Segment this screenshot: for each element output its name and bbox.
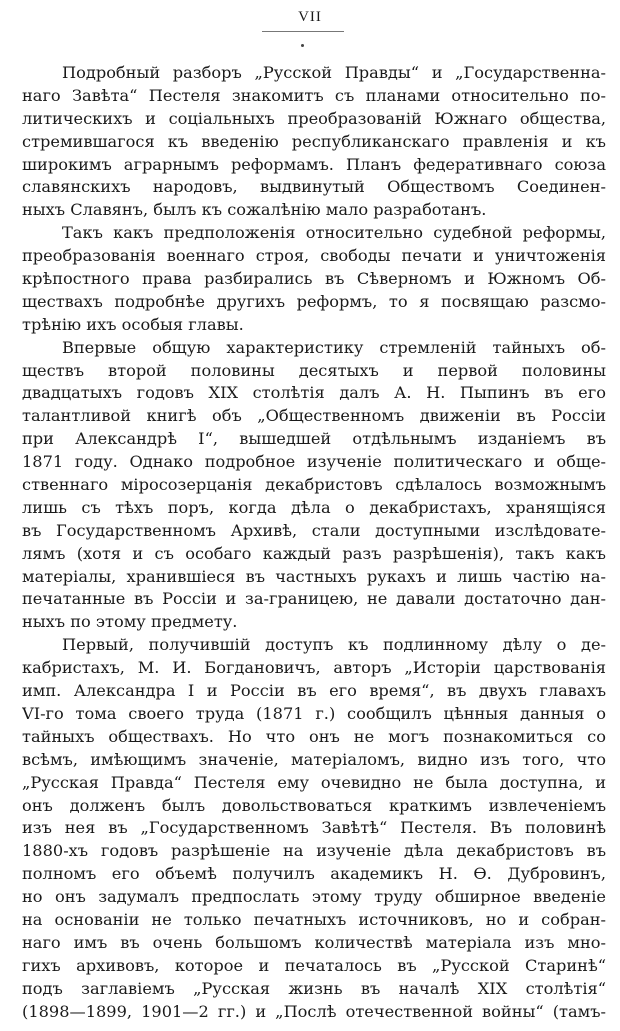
paragraph-3-line-10: лямъ (хотя и съ особаго каждый разъ разрѣшенія), такъ какъ: [22, 543, 606, 563]
paragraph-3-line-2: ществъ второй половины десятыхъ и первой половины: [22, 360, 606, 380]
page-header: [0, 6, 620, 26]
paragraph-4-line-11: полномъ его объемѣ получилъ академикъ Н. Ѳ. Дубровинъ,: [22, 864, 606, 884]
paragraph-2-line-4: ществахъ подробнѣе другихъ реформъ, то я посвящаю разсмо-: [22, 291, 606, 311]
paragraph-1-line-3: литическихъ и соціальныхъ преобразованій Южнаго общества,: [22, 108, 606, 128]
paragraph-4-line-15: гихъ архивовъ, которое и печаталось въ „Русской Старинѣ“: [22, 955, 606, 975]
paragraph-2-line-5: трѣнію ихъ особыя главы.: [22, 314, 244, 334]
paragraph-3-line-3: двадцатыхъ годовъ XIX столѣтія далъ А. Н. Пыпинъ въ его: [22, 383, 606, 403]
paragraph-4-line-4: VI-го тома своего труда (1871 г.) сообщилъ цѣнныя данныя о: [22, 703, 606, 723]
paragraph-4-line-9: изъ нея въ „Государственномъ Завѣтѣ“ Пестеля. Въ половинѣ: [22, 818, 606, 838]
page-number: VII: [298, 9, 322, 25]
paragraph-2-line-3: крѣпостного права разбирались въ Сѣверномъ и Южномъ Об-: [22, 269, 606, 289]
paragraph-1-line-7: ныхъ Славянъ, былъ къ сожалѣнію мало разработанъ.: [22, 200, 487, 220]
paragraph-3-line-8: лишь съ тѣхъ поръ, когда дѣла о декабристахъ, хранящіяся: [22, 497, 606, 517]
header-dot: [301, 44, 304, 47]
paragraph-4-line-10: 1880-хъ годовъ разрѣшеніе на изученіе дѣла декабристовъ въ: [22, 841, 606, 861]
paragraph-3-line-4: талантливой книгѣ объ „Общественномъ движеніи въ Россіи: [22, 406, 606, 426]
paragraph-4-line-6: всѣмъ, имѣющимъ значеніе, матеріаломъ, видно изъ того, что: [22, 749, 606, 769]
paragraph-1-line-4: стремившагося къ введенію республиканскаго правленія и къ: [22, 131, 606, 151]
paragraph-3-line-1: Впервые общую характеристику стремленій тайныхъ об-: [62, 337, 606, 357]
paragraph-2-line-1: Такъ какъ предположенія относительно судебной реформы,: [62, 223, 606, 243]
paragraph-3-line-7: ственнаго міросозерцанія декабристовъ сдѣлалось возможнымъ: [22, 475, 606, 495]
paragraph-1-line-2: наго Завѣта“ Пестеля знакомитъ съ планами относительно по-: [22, 85, 606, 105]
paragraph-1-line-1: Подробный разборъ „Русской Правды“ и „Государственна-: [62, 63, 606, 82]
paragraph-3-line-5: при Александрѣ I“, вышедшей отдѣльнымъ изданіемъ въ: [22, 429, 606, 449]
paragraph-3-line-12: печатанные въ Россіи и за-границею, не давали достаточно дан-: [22, 589, 606, 609]
paragraph-1-line-5: широкимъ аграрнымъ реформамъ. Планъ федеративнаго союза: [22, 154, 606, 174]
paragraph-3-line-6: 1871 году. Однако подробное изученіе политическаго и обще-: [22, 452, 606, 472]
paragraph-3-line-11: матеріалы, хранившіеся въ частныхъ рукахъ и лишь частію на-: [22, 566, 606, 586]
header-rule: [262, 31, 344, 32]
paragraph-4-line-5: тайныхъ обществахъ. Но что онъ не могъ познакомиться со: [22, 726, 606, 746]
paragraph-4-line-8: онъ долженъ былъ довольствоваться краткимъ извлеченіемъ: [22, 795, 606, 815]
paragraph-4-line-17: (1898—1899, 1901—2 гг.) и „Послѣ отечественной войны“ (тамъ-: [22, 1001, 606, 1021]
paragraph-3-line-13: ныхъ по этому предмету.: [22, 612, 238, 632]
paragraph-4-line-13: на основаніи не только печатныхъ источниковъ, но и собран-: [22, 909, 606, 929]
paragraph-4-line-16: подъ заглавіемъ „Русская жизнь въ началѣ XIX столѣтія“: [22, 978, 606, 998]
paragraph-4-line-3: имп. Александра I и Россіи въ его время“, въ двухъ главахъ: [22, 681, 606, 701]
paragraph-2-line-2: преобразованія военнаго строя, свободы печати и уничтоженія: [22, 246, 606, 266]
text-body: [22, 62, 606, 1023]
paragraph-4-line-1: Первый, получившій доступъ къ подлинному дѣлу о де-: [62, 635, 606, 655]
paragraph-4-line-12: но онъ задумалъ предпослать этому труду обширное введеніе: [22, 887, 606, 907]
paragraph-4-line-7: „Русская Правда“ Пестеля ему очевидно не была доступна, и: [22, 772, 606, 792]
paragraph-4-line-14: наго имъ въ очень большомъ количествѣ матеріала изъ мно-: [22, 932, 606, 952]
paragraph-4-line-2: кабристахъ, М. И. Богдановичъ, авторъ „Исторіи царствованія: [22, 658, 606, 678]
paragraph-3-line-9: въ Государственномъ Архивѣ, стали доступными изслѣдовате-: [22, 520, 606, 540]
paragraph-1-line-6: славянскихъ народовъ, выдвинутый Обществомъ Соединен-: [22, 177, 606, 197]
